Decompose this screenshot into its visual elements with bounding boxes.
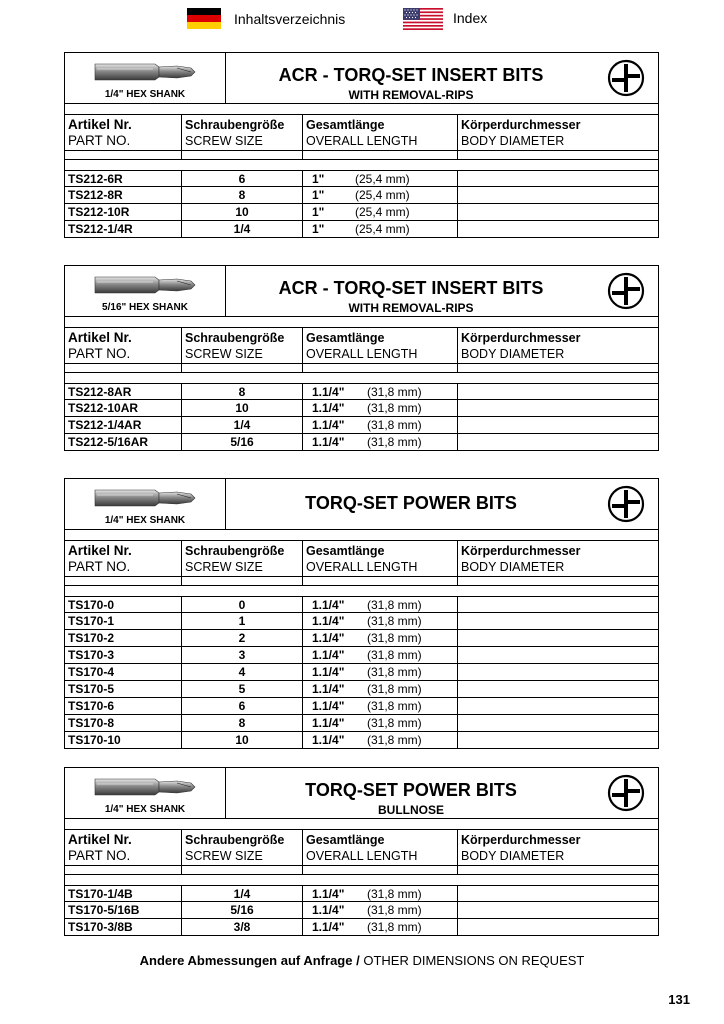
table-body [64, 885, 659, 936]
section-spacer [64, 819, 659, 830]
overall-length-mm: (31,8 mm) [367, 648, 422, 662]
screw-size: 4 [238, 665, 246, 679]
section-title: TORQ-SET POWER BITS [305, 780, 517, 800]
torq-set-recess-icon [607, 485, 645, 523]
torq-set-symbol-cell [596, 53, 658, 103]
overall-length: 1.1/4" [312, 920, 345, 934]
screw-size: 8 [238, 385, 246, 399]
index-link[interactable]: Index [453, 10, 488, 26]
body-diameter-header-de: Körperdurchmesser [461, 331, 581, 345]
title-cell [226, 768, 596, 818]
body-diameter-header-en: BODY DIAMETER [461, 347, 565, 361]
body-diameter-header-en: BODY DIAMETER [461, 560, 565, 574]
part-number: TS170-8 [68, 716, 115, 730]
part-number: TS170-6 [68, 699, 115, 713]
section-header [64, 478, 659, 530]
blank-row [64, 577, 659, 586]
overall-length: 1.1/4" [312, 682, 345, 696]
part-number-header [65, 115, 182, 150]
part-number: TS212-10R [68, 205, 130, 219]
bit-image-cell [65, 266, 226, 316]
overall-length: 1.1/4" [312, 401, 345, 415]
table-row [64, 902, 659, 919]
table-row [64, 187, 659, 204]
bit-photo-icon [93, 485, 197, 511]
table-row [64, 732, 659, 749]
body-diameter-header-en: BODY DIAMETER [461, 134, 565, 148]
overall-length: 1" [312, 172, 325, 186]
screw-size: 8 [238, 188, 246, 202]
table-row [64, 613, 659, 630]
table-row [64, 204, 659, 221]
overall-length-mm: (31,8 mm) [367, 887, 422, 901]
bit-image-cell [65, 479, 226, 529]
body-diameter-header [458, 115, 658, 150]
screw-size: 5 [238, 682, 246, 696]
overall-length-mm: (31,8 mm) [367, 614, 422, 628]
shank-label: 5/16" HEX SHANK [102, 302, 188, 313]
part-number: TS212-1/4AR [68, 418, 142, 432]
bit-image-cell [65, 768, 226, 818]
section-subtitle: WITH REMOVAL-RIPS [348, 88, 474, 102]
body-diameter-header-de: Körperdurchmesser [461, 118, 581, 132]
screw-size: 6 [238, 172, 246, 186]
overall-length-header-de: Gesamtlänge [306, 118, 385, 132]
torq-set-symbol-cell [596, 768, 658, 818]
part-number: TS170-4 [68, 665, 115, 679]
table-row [64, 630, 659, 647]
part-number-header-de: Artikel Nr. [68, 543, 132, 558]
overall-length: 1.1/4" [312, 418, 345, 432]
section-spacer [64, 160, 659, 170]
screw-size: 3/8 [233, 920, 251, 934]
footer-note [0, 953, 724, 968]
overall-length-mm: (31,8 mm) [367, 631, 422, 645]
overall-length: 1.1/4" [312, 614, 345, 628]
screw-size: 1/4 [233, 418, 251, 432]
screw-size-header-de: Schraubengröße [185, 331, 285, 345]
overall-length-header-en: OVERALL LENGTH [306, 560, 418, 574]
section-header [64, 767, 659, 819]
table-row [64, 170, 659, 187]
table-row [64, 919, 659, 936]
overall-length-mm: (31,8 mm) [367, 682, 422, 696]
screw-size: 5/16 [230, 903, 254, 917]
product-section-1 [64, 52, 659, 238]
part-number-header-en: PART NO. [68, 848, 131, 863]
section-spacer [64, 530, 659, 541]
screw-size-header-de: Schraubengröße [185, 544, 285, 558]
section-header [64, 52, 659, 104]
table-row [64, 383, 659, 400]
screw-size: 5/16 [230, 435, 254, 449]
screw-size-header [182, 830, 303, 865]
section-title: ACR - TORQ-SET INSERT BITS [278, 278, 544, 298]
column-header-row [64, 328, 659, 364]
part-number-header-en: PART NO. [68, 559, 131, 574]
screw-size-header [182, 115, 303, 150]
table-row [64, 417, 659, 434]
part-number: TS212-5/16AR [68, 435, 149, 449]
screw-size-header-en: SCREW SIZE [185, 560, 263, 574]
table-row [64, 647, 659, 664]
part-number: TS212-8R [68, 188, 123, 202]
section-header [64, 265, 659, 317]
body-diameter-header-en: BODY DIAMETER [461, 849, 565, 863]
bit-photo-icon [93, 59, 197, 85]
overall-length-header-de: Gesamtlänge [306, 331, 385, 345]
overall-length-mm: (31,8 mm) [367, 716, 422, 730]
shank-label: 1/4" HEX SHANK [104, 804, 186, 815]
overall-length: 1.1/4" [312, 631, 345, 645]
title-cell [226, 266, 596, 316]
overall-length: 1.1/4" [312, 435, 345, 449]
screw-size: 10 [235, 733, 249, 747]
bit-photo-icon [93, 774, 197, 800]
product-section-3 [64, 478, 659, 749]
part-number-header-en: PART NO. [68, 133, 131, 148]
shank-label: 1/4" HEX SHANK [104, 515, 186, 526]
overall-length-header-en: OVERALL LENGTH [306, 347, 418, 361]
table-of-contents-link[interactable]: Inhaltsverzeichnis [234, 11, 346, 27]
overall-length: 1.1/4" [312, 887, 345, 901]
part-number-header-de: Artikel Nr. [68, 330, 132, 345]
part-number-header-de: Artikel Nr. [68, 117, 132, 132]
table-row [64, 221, 659, 238]
part-number-header-en: PART NO. [68, 346, 131, 361]
section-spacer [64, 875, 659, 885]
overall-length-header [303, 328, 458, 363]
torq-set-recess-icon [607, 774, 645, 812]
overall-length-header-en: OVERALL LENGTH [306, 134, 418, 148]
overall-length-header-en: OVERALL LENGTH [306, 849, 418, 863]
overall-length-mm: (31,8 mm) [367, 401, 422, 415]
overall-length-header [303, 115, 458, 150]
column-header-row [64, 115, 659, 151]
column-header-row [64, 541, 659, 577]
section-spacer [64, 586, 659, 596]
title-cell [226, 479, 596, 529]
overall-length-header [303, 541, 458, 576]
part-number: TS212-1/4R [68, 222, 133, 236]
screw-size-header-en: SCREW SIZE [185, 134, 263, 148]
part-number: TS212-8AR [68, 385, 132, 399]
screw-size: 10 [235, 401, 249, 415]
section-spacer [64, 104, 659, 115]
overall-length-mm: (25,4 mm) [355, 172, 410, 186]
overall-length-mm: (31,8 mm) [367, 699, 422, 713]
table-row [64, 681, 659, 698]
screw-size: 3 [238, 648, 246, 662]
part-number-header [65, 328, 182, 363]
overall-length: 1.1/4" [312, 716, 345, 730]
body-diameter-header [458, 830, 658, 865]
footer-note-de: Andere Abmessungen auf Anfrage / [139, 953, 360, 968]
section-subtitle: WITH REMOVAL-RIPS [348, 301, 474, 315]
overall-length: 1" [312, 205, 325, 219]
screw-size: 8 [238, 716, 246, 730]
bit-image-cell [65, 53, 226, 103]
overall-length-mm: (31,8 mm) [367, 920, 422, 934]
column-header-row [64, 830, 659, 866]
overall-length: 1.1/4" [312, 733, 345, 747]
table-row [64, 664, 659, 681]
blank-row [64, 364, 659, 373]
part-number: TS170-10 [68, 733, 121, 747]
part-number: TS170-5 [68, 682, 115, 696]
us-flag-icon[interactable] [403, 8, 443, 30]
screw-size: 1/4 [233, 222, 251, 236]
overall-length: 1.1/4" [312, 665, 345, 679]
overall-length: 1.1/4" [312, 598, 345, 612]
overall-length-mm: (31,8 mm) [367, 598, 422, 612]
overall-length-header-de: Gesamtlänge [306, 544, 385, 558]
overall-length: 1.1/4" [312, 699, 345, 713]
part-number: TS212-10AR [68, 401, 139, 415]
screw-size: 10 [235, 205, 249, 219]
product-section-2 [64, 265, 659, 451]
bit-photo-icon [93, 272, 197, 298]
part-number-header-de: Artikel Nr. [68, 832, 132, 847]
table-body [64, 596, 659, 749]
overall-length-mm: (25,4 mm) [355, 205, 410, 219]
blank-row [64, 151, 659, 160]
blank-row [64, 866, 659, 875]
title-cell [226, 53, 596, 103]
section-title: TORQ-SET POWER BITS [305, 493, 517, 513]
overall-length-mm: (25,4 mm) [355, 188, 410, 202]
screw-size-header [182, 541, 303, 576]
screw-size-header-de: Schraubengröße [185, 118, 285, 132]
page-number: 131 [668, 992, 690, 1007]
torq-set-recess-icon [607, 59, 645, 97]
part-number: TS170-1/4B [68, 887, 133, 901]
part-number: TS170-3 [68, 648, 115, 662]
torq-set-symbol-cell [596, 266, 658, 316]
body-diameter-header [458, 328, 658, 363]
table-row [64, 885, 659, 902]
torq-set-recess-icon [607, 272, 645, 310]
table-row [64, 400, 659, 417]
part-number: TS170-0 [68, 598, 115, 612]
body-diameter-header-de: Körperdurchmesser [461, 544, 581, 558]
overall-length-mm: (31,8 mm) [367, 418, 422, 432]
part-number: TS170-1 [68, 614, 115, 628]
torq-set-symbol-cell [596, 479, 658, 529]
language-nav [0, 6, 724, 32]
part-number-header [65, 830, 182, 865]
screw-size-header-en: SCREW SIZE [185, 347, 263, 361]
overall-length-header-de: Gesamtlänge [306, 833, 385, 847]
table-row [64, 715, 659, 732]
part-number: TS170-2 [68, 631, 115, 645]
overall-length-mm: (25,4 mm) [355, 222, 410, 236]
part-number: TS170-5/16B [68, 903, 140, 917]
table-row [64, 698, 659, 715]
screw-size: 2 [238, 631, 246, 645]
overall-length-mm: (31,8 mm) [367, 665, 422, 679]
overall-length: 1" [312, 222, 325, 236]
body-diameter-header-de: Körperdurchmesser [461, 833, 581, 847]
section-spacer [64, 317, 659, 328]
screw-size-header-en: SCREW SIZE [185, 849, 263, 863]
product-section-4 [64, 767, 659, 936]
table-body [64, 383, 659, 451]
overall-length: 1" [312, 188, 325, 202]
table-body [64, 170, 659, 238]
section-spacer [64, 373, 659, 383]
screw-size: 0 [238, 598, 246, 612]
screw-size: 1 [238, 614, 246, 628]
part-number-header [65, 541, 182, 576]
section-subtitle: BULLNOSE [378, 803, 444, 817]
overall-length-header [303, 830, 458, 865]
part-number: TS170-3/8B [68, 920, 133, 934]
overall-length-mm: (31,8 mm) [367, 903, 422, 917]
overall-length-mm: (31,8 mm) [367, 385, 422, 399]
screw-size-header-de: Schraubengröße [185, 833, 285, 847]
section-title: ACR - TORQ-SET INSERT BITS [278, 65, 544, 85]
body-diameter-header [458, 541, 658, 576]
screw-size: 6 [238, 699, 246, 713]
overall-length: 1.1/4" [312, 648, 345, 662]
overall-length: 1.1/4" [312, 903, 345, 917]
shank-label: 1/4" HEX SHANK [104, 89, 186, 100]
overall-length-mm: (31,8 mm) [367, 435, 422, 449]
screw-size-header [182, 328, 303, 363]
overall-length-mm: (31,8 mm) [367, 733, 422, 747]
overall-length: 1.1/4" [312, 385, 345, 399]
screw-size: 1/4 [233, 887, 251, 901]
german-flag-icon[interactable] [187, 8, 221, 29]
footer-note-en: OTHER DIMENSIONS ON REQUEST [363, 953, 585, 968]
table-row [64, 434, 659, 451]
table-row [64, 596, 659, 613]
part-number: TS212-6R [68, 172, 123, 186]
